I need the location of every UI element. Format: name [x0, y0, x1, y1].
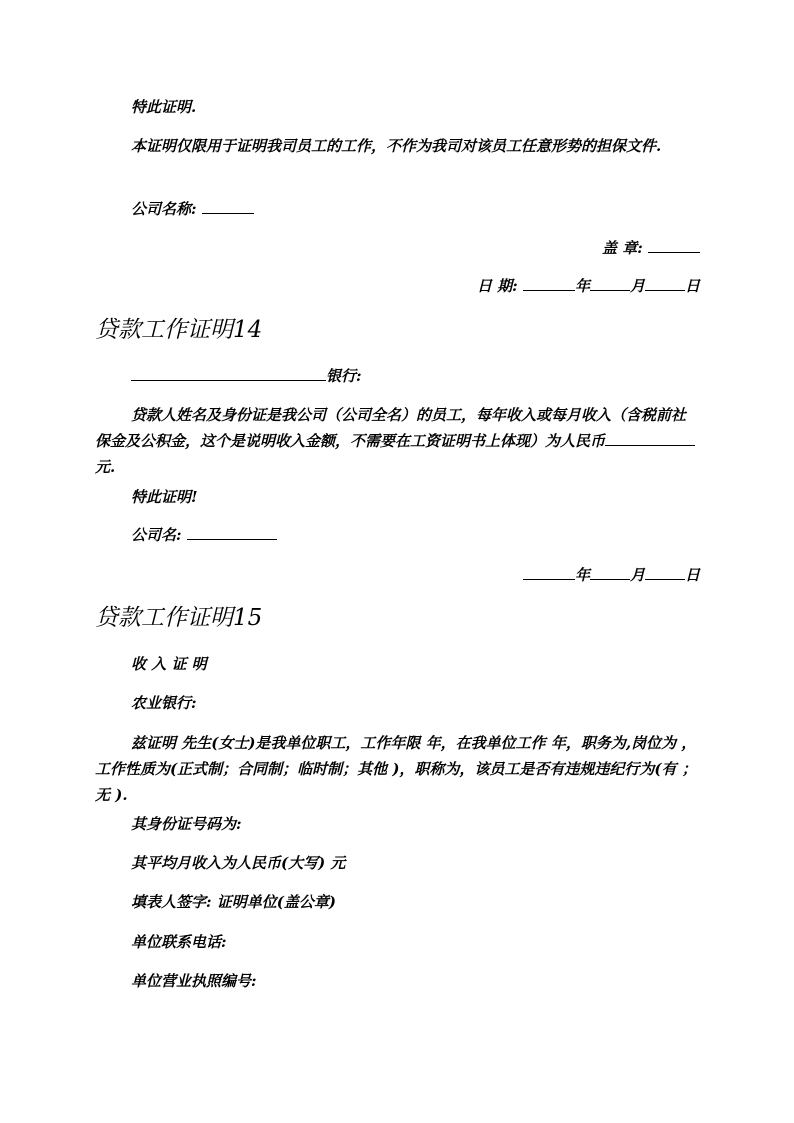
income-body-text: 贷款人姓名及身份证是我公司（公司全名）的员工，每年收入或每月收入（含税前社保金及公积金，这个是说明收入金额，不需要在工资证明书上体现）为人民币 [95, 406, 687, 450]
month-blank [590, 275, 630, 291]
date-line [95, 273, 700, 299]
income-cert-subtitle: 收 入 证 明 [131, 655, 207, 673]
day-label: 日 [684, 277, 700, 295]
bank-name-blank [131, 365, 326, 381]
company-label-14: 公司名: [131, 526, 182, 544]
license-line: 单位营业执照编号: [131, 972, 257, 990]
agri-bank-line: 农业银行: [131, 694, 197, 712]
currency-suffix: 元. [95, 458, 116, 476]
year-blank [523, 275, 575, 291]
month-label: 月 [629, 277, 645, 295]
year-label: 年 [574, 277, 590, 295]
day-blank [645, 275, 685, 291]
seal-blank [648, 237, 700, 253]
seal-line [95, 235, 700, 261]
month-label-14: 月 [629, 566, 645, 584]
id-number-line: 其身份证号码为: [131, 815, 242, 833]
section-title-14: 贷款工作证明14 [95, 317, 263, 343]
seal-label: 盖 章: [602, 239, 643, 257]
month-blank-14 [590, 564, 630, 580]
special-proof-text: 特此证明. [131, 98, 197, 116]
employment-paragraph: 兹证明 先生(女士)是我单位职工，工作年限 年，在我单位工作 年，职务为,岗位为 ，工作性质为(正式制；合同制；临时制；其他 )，职称为，该员工是否有违规违纪行为(有 ；无 ). [95, 734, 697, 804]
section-title-15: 贷款工作证明15 [95, 605, 263, 631]
company-blank-14 [187, 524, 277, 540]
signature-line: 填表人签字: 证明单位(盖公章) [131, 893, 336, 911]
income-paragraph [95, 402, 700, 480]
disclaimer-paragraph: 本证明仅限用于证明我司员工的工作，不作为我司对该员工任意形势的担保文件. [131, 137, 662, 155]
company-line-14 [95, 522, 700, 548]
day-blank-14 [645, 564, 685, 580]
phone-line: 单位联系电话: [131, 933, 227, 951]
income-amount-blank [605, 430, 695, 446]
day-label-14: 日 [684, 566, 700, 584]
date-label: 日 期: [476, 277, 518, 295]
company-name-label: 公司名称: [131, 200, 197, 218]
special-proof-text-14: 特此证明! [131, 488, 198, 506]
bank-line [95, 363, 700, 389]
monthly-income-line: 其平均月收入为人民币(大写) 元 [131, 854, 346, 872]
date-line-14 [95, 562, 700, 588]
year-label-14: 年 [574, 566, 590, 584]
company-name-blank [202, 198, 254, 214]
year-blank-14 [523, 564, 575, 580]
bank-suffix: 银行: [326, 367, 362, 385]
company-name-line [95, 196, 700, 222]
